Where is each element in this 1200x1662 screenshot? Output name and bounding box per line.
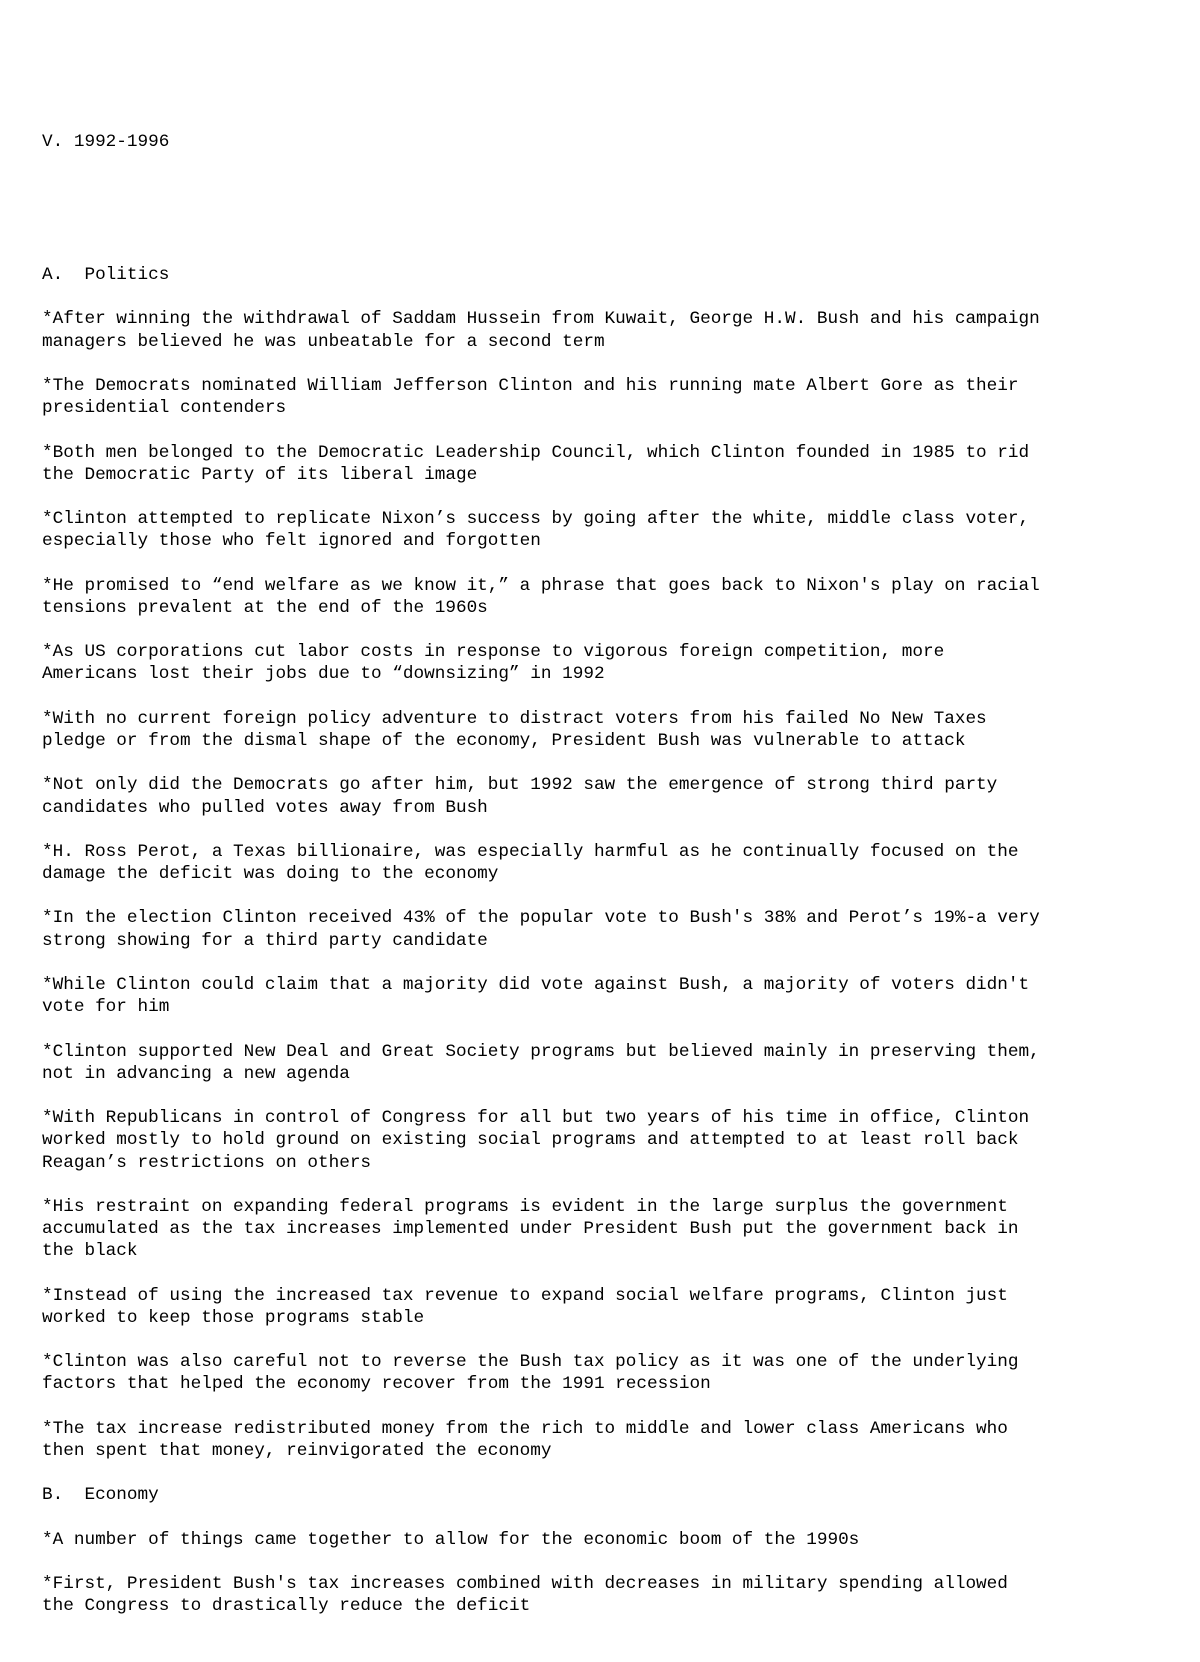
paragraph-line: *With no current foreign policy adventure to distract voters from his failed No New Taxes	[42, 708, 987, 729]
bullet-paragraph	[42, 1196, 1182, 1263]
bullet-paragraph	[42, 1351, 1182, 1395]
paragraph-line: *First, President Bush's tax increases combined with decreases in military spending allowed	[42, 1574, 1008, 1595]
paragraph-line: especially those who felt ignored and forgotten	[42, 531, 541, 552]
subsection-heading-text: A. Politics	[42, 265, 170, 285]
subsection-heading	[42, 1484, 1182, 1506]
paragraph-line: *He promised to “end welfare as we know it,” a phrase that goes back to Nixon's play on racial	[42, 575, 1040, 596]
paragraph-line: strong showing for a third party candidate	[42, 930, 488, 951]
bullet-paragraph	[42, 974, 1182, 1018]
paragraph-line: managers believed he was unbeatable for a second term	[42, 331, 605, 352]
paragraph-line: candidates who pulled votes away from Bush	[42, 797, 488, 818]
paragraph-line: pledge or from the dismal shape of the economy, President Bush was vulnerable to attack	[42, 730, 966, 751]
paragraph-line: vote for him	[42, 997, 170, 1018]
bullet-paragraph	[42, 575, 1182, 619]
paragraph-line: *Clinton supported New Deal and Great Society programs but believed mainly in preserving them,	[42, 1041, 1040, 1062]
paragraph-line: *Not only did the Democrats go after him, but 1992 saw the emergence of strong third party	[42, 775, 998, 796]
bullet-paragraph	[42, 508, 1182, 552]
paragraph-line: factors that helped the economy recover from the 1991 recession	[42, 1374, 711, 1395]
paragraph-line: *While Clinton could claim that a majority did vote against Bush, a majority of voters didn't	[42, 975, 1030, 995]
paragraph-line: damage the deficit was doing to the economy	[42, 864, 499, 885]
paragraph-line: *The Democrats nominated William Jefferson Clinton and his running mate Albert Gore as their	[42, 375, 1019, 396]
paragraph-line: then spent that money, reinvigorated the economy	[42, 1440, 552, 1461]
bullet-paragraph	[42, 641, 1182, 685]
paragraph-line: *Clinton attempted to replicate Nixon’s success by going after the white, middle class voter,	[42, 509, 1030, 530]
section-heading-text: V. 1992-1996	[42, 131, 170, 152]
paragraph-line: *Both men belonged to the Democratic Leadership Council, which Clinton founded in 1985 to rid	[42, 442, 1030, 463]
bullet-paragraph	[42, 442, 1182, 486]
document-body	[42, 264, 1182, 1617]
paragraph-line: *H. Ross Perot, a Texas billionaire, was especially harmful as he continually focused on the	[42, 841, 1019, 862]
paragraph-line: *Instead of using the increased tax revenue to expand social welfare programs, Clinton just	[42, 1285, 1008, 1306]
bullet-paragraph	[42, 1285, 1182, 1329]
bullet-paragraph	[42, 774, 1182, 818]
bullet-paragraph	[42, 708, 1182, 752]
bullet-paragraph	[42, 375, 1182, 419]
paragraph-line: Americans lost their jobs due to “downsizing” in 1992	[42, 664, 605, 685]
document-page	[42, 42, 1182, 1662]
bullet-paragraph	[42, 1529, 1182, 1551]
paragraph-line: *His restraint on expanding federal programs is evident in the large surplus the government	[42, 1196, 1008, 1217]
paragraph-line: tensions prevalent at the end of the 1960s	[42, 597, 488, 618]
paragraph-line: worked to keep those programs stable	[42, 1307, 425, 1328]
paragraph-line: presidential contenders	[42, 398, 287, 419]
paragraph-line: not in advancing a new agenda	[42, 1063, 350, 1084]
paragraph-line: *The tax increase redistributed money from the rich to middle and lower class Americans who	[42, 1418, 1008, 1439]
paragraph-line: *After winning the withdrawal of Saddam Hussein from Kuwait, George H.W. Bush and his campaign	[42, 309, 1040, 330]
paragraph-line: the Congress to drastically reduce the deficit	[42, 1596, 531, 1617]
bullet-paragraph	[42, 841, 1182, 885]
bullet-paragraph	[42, 1573, 1182, 1617]
paragraph-line: *With Republicans in control of Congress for all but two years of his time in office, Clinton	[42, 1108, 1030, 1129]
bullet-paragraph	[42, 907, 1182, 951]
paragraph-line: *A number of things came together to allow for the economic boom of the 1990s	[42, 1529, 860, 1550]
subsection-heading-text: B. Economy	[42, 1485, 159, 1506]
paragraph-line: accumulated as the tax increases implemented under President Bush put the government back in	[42, 1219, 1019, 1240]
bullet-paragraph	[42, 308, 1182, 352]
paragraph-line: *As US corporations cut labor costs in response to vigorous foreign competition, more	[42, 642, 945, 663]
subsection-heading	[42, 264, 1182, 286]
paragraph-line: the Democratic Party of its liberal image	[42, 464, 478, 485]
bullet-paragraph	[42, 1041, 1182, 1085]
paragraph-line: Reagan’s restrictions on others	[42, 1152, 372, 1173]
paragraph-line: *Clinton was also careful not to reverse the Bush tax policy as it was one of the underlying	[42, 1352, 1019, 1373]
paragraph-line: worked mostly to hold ground on existing social programs and attempted to at least roll back	[42, 1130, 1019, 1151]
bullet-paragraph	[42, 1107, 1182, 1174]
paragraph-line: the black	[42, 1241, 138, 1262]
section-heading	[42, 86, 1182, 197]
paragraph-line: *In the election Clinton received 43% of the popular vote to Bush's 38% and Perot’s 19%-a very	[42, 908, 1040, 929]
bullet-paragraph	[42, 1418, 1182, 1462]
